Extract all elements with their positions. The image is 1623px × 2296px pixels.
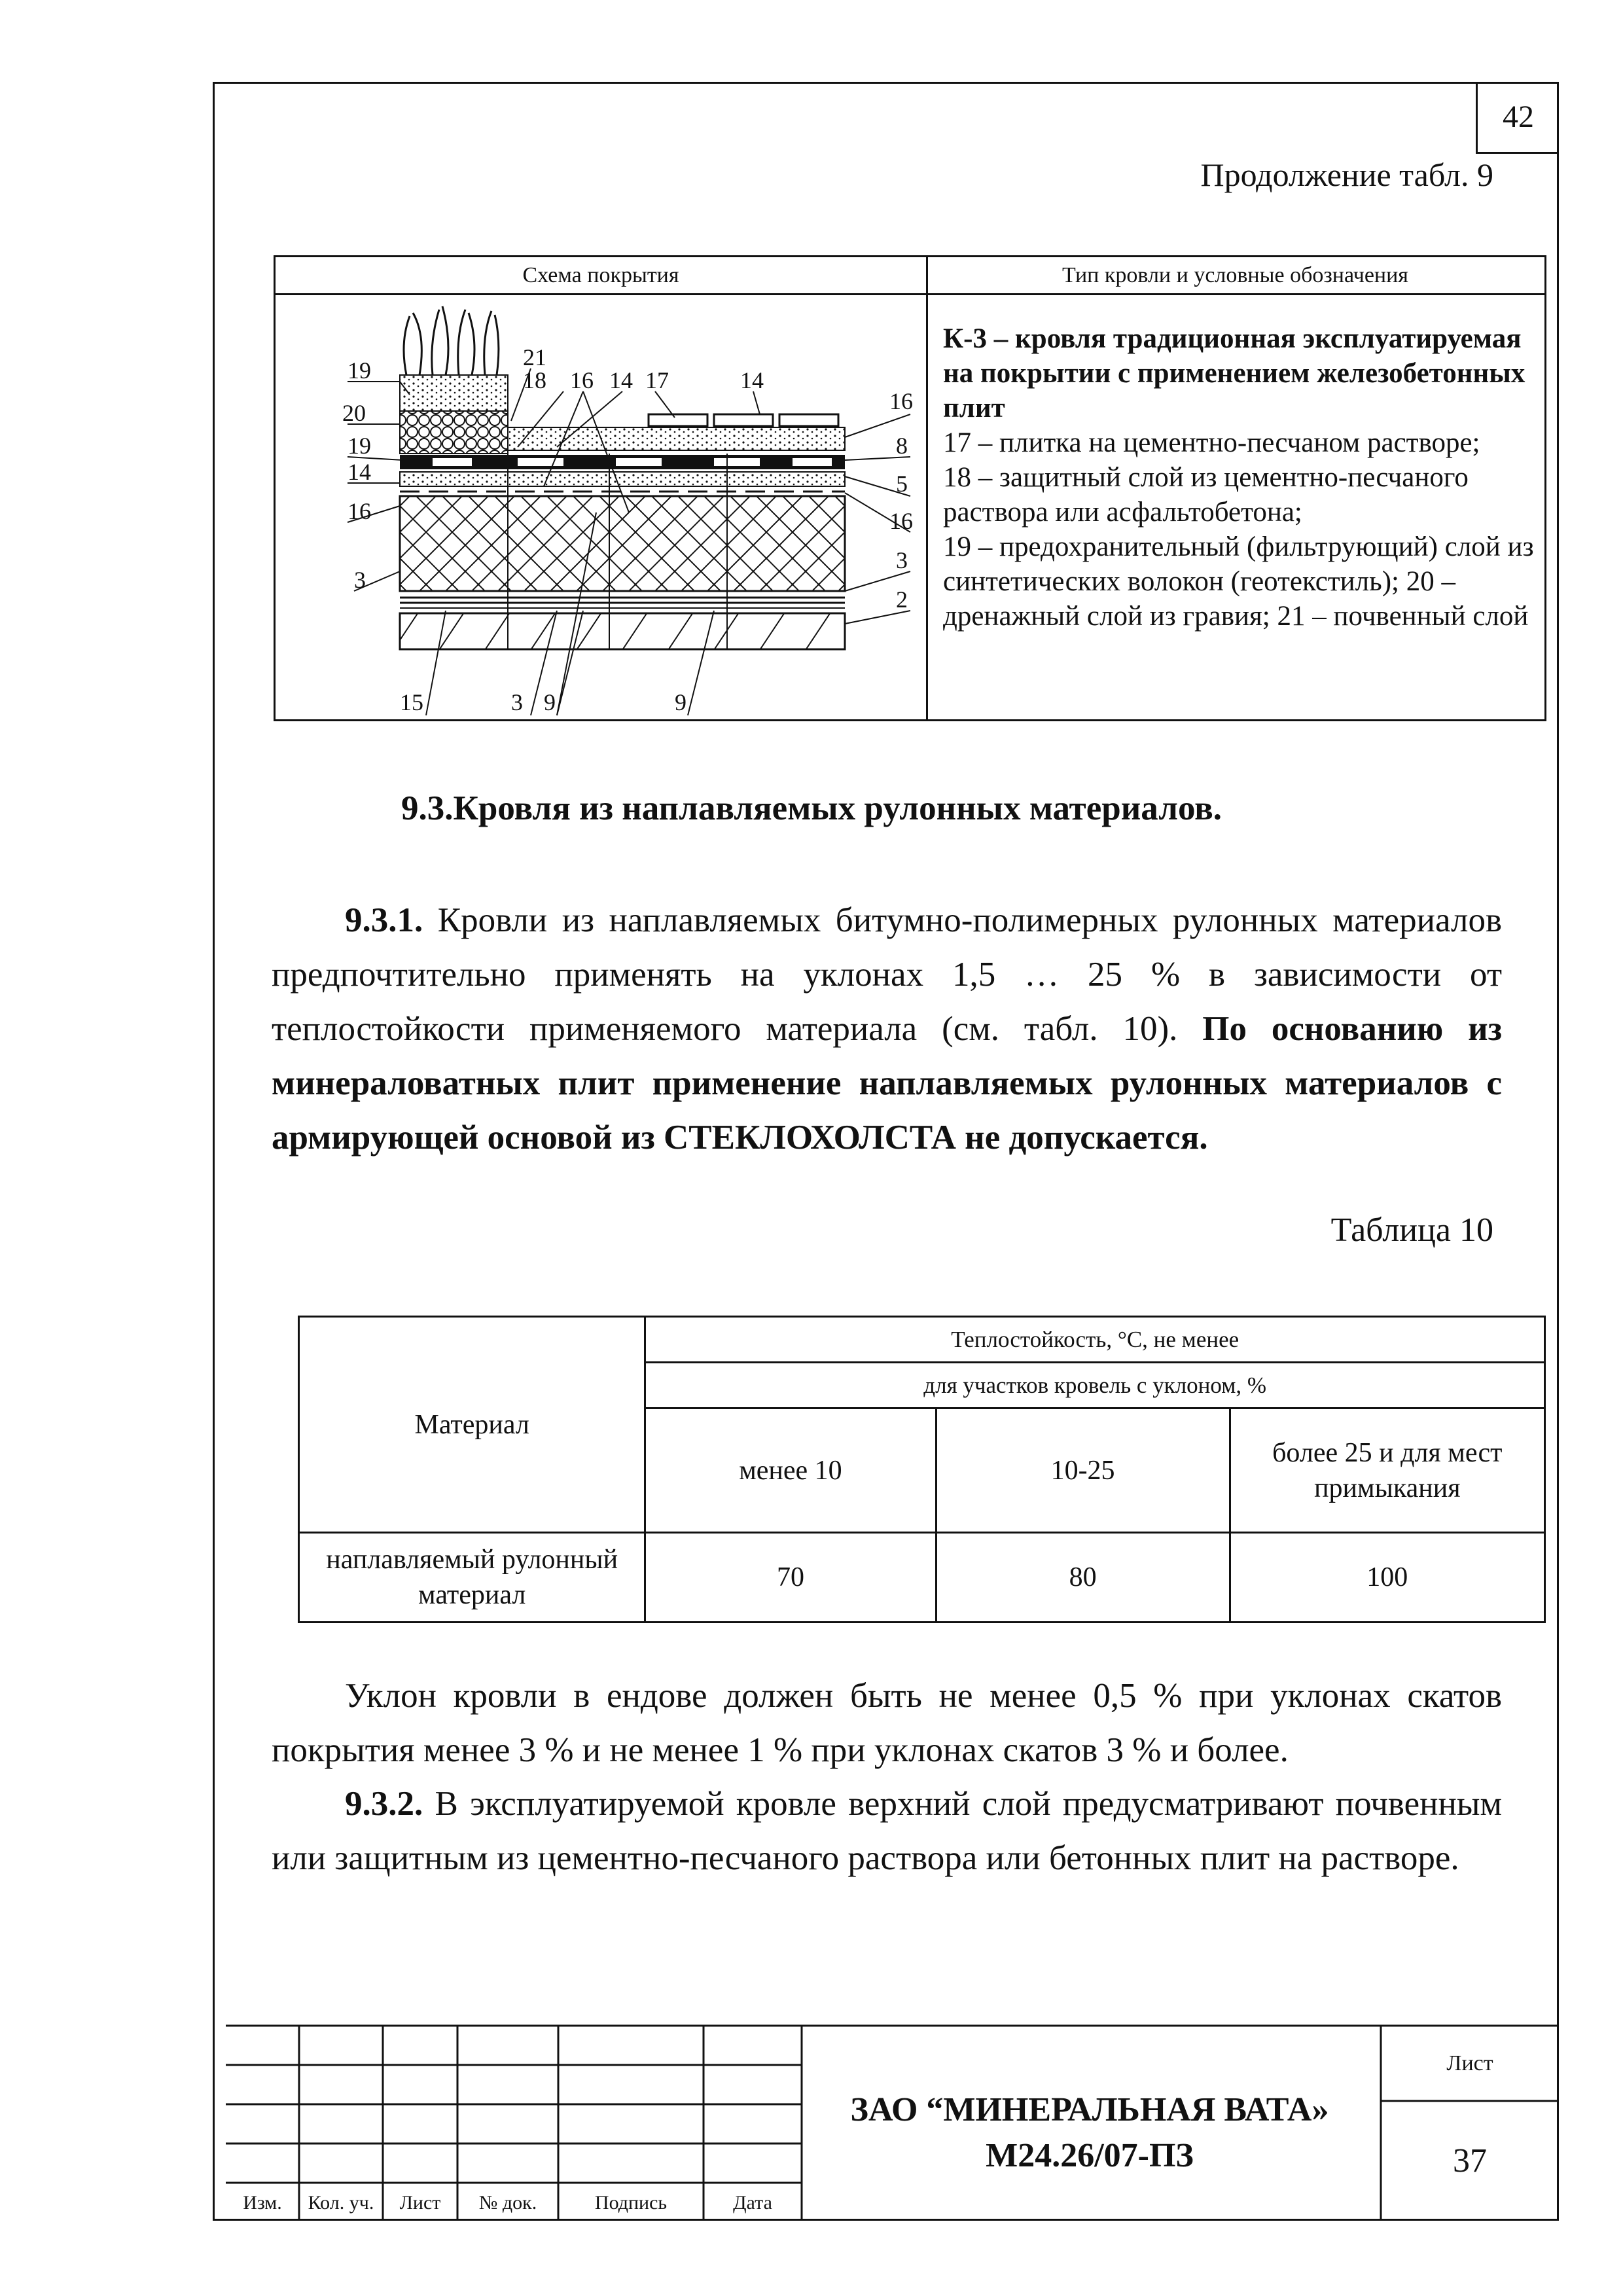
- sheet-label: Лист: [1446, 2051, 1493, 2075]
- table-9-header-schema: Схема покрытия: [276, 257, 926, 295]
- table-10-cell: 100: [1230, 1533, 1544, 1623]
- stamp-label-list: Лист: [399, 2192, 441, 2214]
- schema-label-19: 19: [348, 357, 371, 384]
- schema-label-2: 2: [896, 586, 908, 613]
- stamp-label-kol-uch: Кол. уч.: [308, 2192, 374, 2214]
- roof-type-title: К-3 – кровля традиционная эксплуатируемая на покрытии с применением железобетонных плит: [943, 323, 1525, 423]
- stamp-label-signature: Подпись: [594, 2192, 668, 2214]
- paragraph-text: Кровли из наплавляемых битумно-полимерных рулонных материалов предпочтительно применять на уклонах 1,5 … 25 % в зависимости от теплостойкости применяемого материала (см. табл. 10).: [272, 901, 1503, 1048]
- table-10-header-material: Материал: [299, 1317, 645, 1533]
- table-10-header-heat: Теплостойкость, °С, не менее: [645, 1317, 1545, 1363]
- paragraph-text: В эксплуатируемой кровле верхний слой предусматривают почвенным или защитным из цементно-песчаного раствора или бетонных плит на растворе.: [272, 1785, 1502, 1877]
- paragraph-valley-slope: [272, 1669, 1502, 1778]
- table-10-header-slope: для участков кровель с уклоном, %: [645, 1363, 1545, 1408]
- table-10-caption: Таблица 10: [1330, 1211, 1493, 1249]
- schema-label-3: 3: [354, 567, 366, 593]
- document-code: М24.26/07-ПЗ: [986, 2137, 1194, 2174]
- organization-name: ЗАО “МИНЕРАЛЬНАЯ ВАТА»: [850, 2091, 1329, 2128]
- schema-label-14: 14: [609, 367, 633, 393]
- schema-label-8: 8: [896, 433, 908, 459]
- table-9: [274, 255, 1546, 721]
- roof-schema-diagram: [342, 296, 923, 722]
- page-number: 42: [1476, 82, 1559, 154]
- schema-label-19: 19: [348, 433, 371, 459]
- schema-label-16: 16: [570, 367, 594, 393]
- table-10-col-header: менее 10: [645, 1408, 936, 1533]
- title-block: [226, 2026, 1559, 2221]
- paragraph-number: 9.3.1.: [345, 901, 423, 939]
- schema-label-9: 9: [675, 689, 687, 715]
- organization-block: [802, 2026, 1378, 2221]
- table-9-header-type: Тип кровли и условные обозначения: [926, 257, 1544, 295]
- table-row: [299, 1533, 1545, 1623]
- table-10-row-label: наплавляемый рулонный материал: [299, 1533, 645, 1623]
- schema-label-18: 18: [523, 367, 546, 393]
- schema-label-16: 16: [889, 388, 913, 414]
- table-continuation-label: Продолжение табл. 9: [1200, 156, 1493, 193]
- table-9-divider: [926, 257, 928, 719]
- schema-label-15: 15: [400, 689, 423, 715]
- schema-label-3: 3: [896, 547, 908, 573]
- paragraph-text: Уклон кровли в ендове должен быть не менее 0,5 % при уклонах скатов покрытия менее 3 % и не менее 1 % при уклонах скатов 3 % и более.: [272, 1677, 1502, 1769]
- sheet-number: 37: [1453, 2142, 1487, 2179]
- table-10-cell: 70: [645, 1533, 936, 1623]
- grass-icon: [404, 306, 499, 375]
- schema-label-16: 16: [889, 508, 913, 534]
- legend-item: 17 – плитка на цементно-песчаном растворе;: [943, 427, 1480, 458]
- schema-label-16: 16: [348, 498, 371, 524]
- paragraph-number: 9.3.2.: [345, 1785, 423, 1823]
- legend-item: 18 – защитный слой из цементно-песчаного раствора или асфальтобетона;: [943, 462, 1469, 528]
- schema-label-14: 14: [348, 459, 371, 485]
- schema-label-3: 3: [511, 689, 523, 715]
- table-10-col-header: 10-25: [936, 1408, 1230, 1533]
- schema-label-21: 21: [523, 344, 546, 370]
- paragraph-bold-text: По основанию из минераловатных плит применение наплавляемых рулонных материалов с армирующей основой из СТЕКЛОХОЛСТА не допускается.: [272, 1010, 1503, 1157]
- stamp-label-doc-num: № док.: [478, 2192, 537, 2214]
- schema-label-14: 14: [740, 367, 764, 393]
- table-10: [298, 1316, 1546, 1623]
- table-10-cell: 80: [936, 1533, 1230, 1623]
- sheet-block: [1381, 2026, 1559, 2221]
- roof-type-description: [943, 321, 1539, 634]
- schema-label-17: 17: [645, 367, 669, 393]
- schema-label-20: 20: [342, 400, 366, 426]
- stamp-label-izm: Изм.: [243, 2192, 282, 2214]
- revision-cells: [226, 2026, 802, 2221]
- schema-label-5: 5: [896, 471, 908, 497]
- paragraph-9-3-1: [272, 893, 1502, 1165]
- table-10-col-header: более 25 и для мест примыкания: [1230, 1408, 1544, 1533]
- stamp-label-date: Дата: [733, 2192, 772, 2214]
- paragraph-9-3-2: [272, 1777, 1502, 1886]
- legend-item: 19 – предохранительный (фильтрующий) слой из синтетических волокон (геотекстиль); 20 – дренажный слой из гравия; 21 – почвенный слой: [943, 531, 1534, 632]
- schema-label-9: 9: [544, 689, 556, 715]
- section-heading: 9.3.Кровля из наплавляемых рулонных материалов.: [401, 789, 1222, 827]
